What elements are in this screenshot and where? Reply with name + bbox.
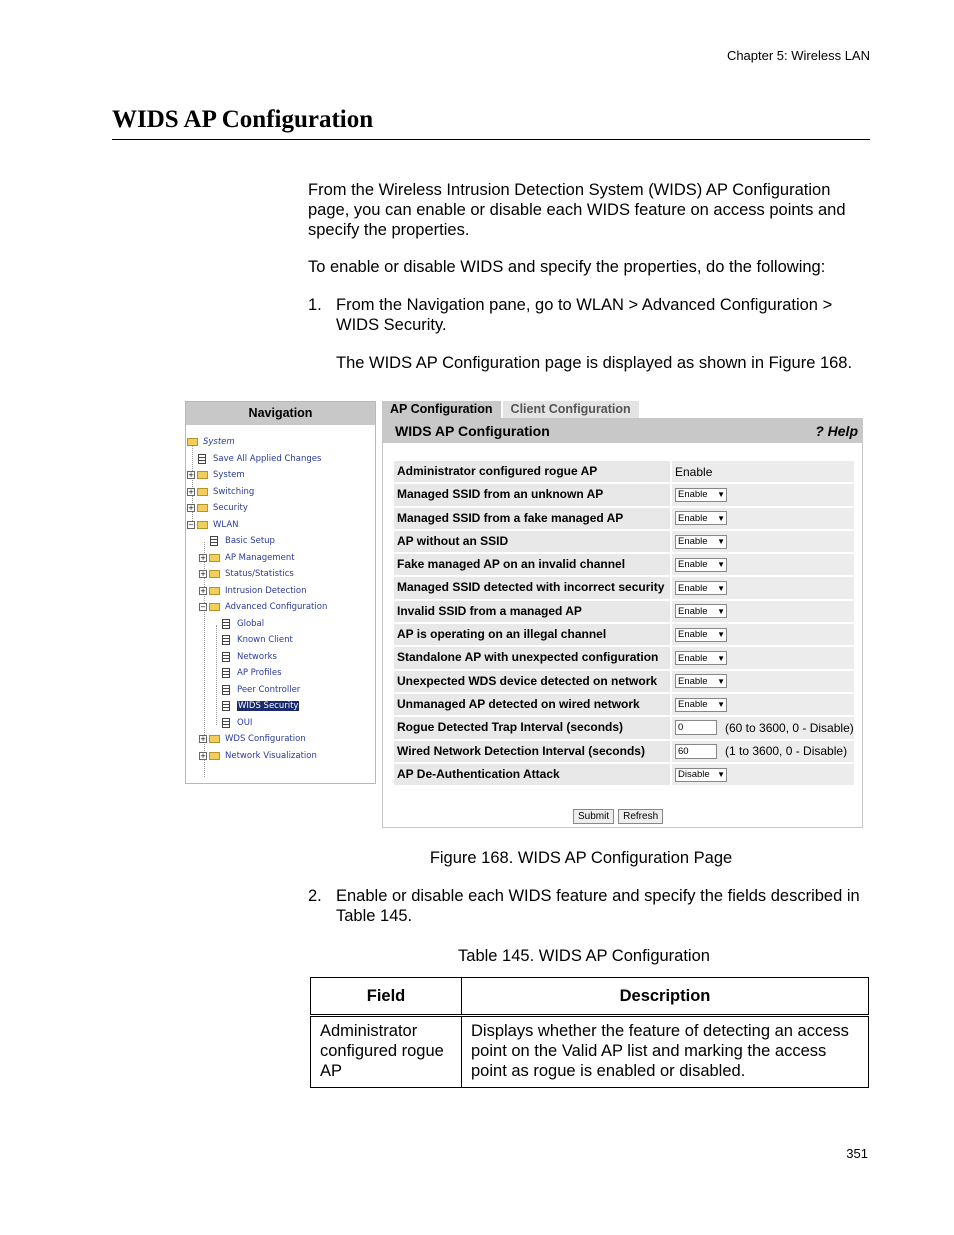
tree-item-status-statistics[interactable]: + Status/Statistics — [200, 569, 294, 579]
enable-select[interactable]: Enable ▼ — [675, 628, 727, 642]
chevron-down-icon: ▼ — [717, 653, 725, 663]
enable-select[interactable]: Enable ▼ — [675, 558, 727, 572]
config-row — [394, 508, 854, 531]
row-label: Managed SSID from an unknown AP — [394, 484, 670, 505]
submit-button[interactable]: Submit — [573, 809, 614, 824]
expand-icon[interactable]: + — [188, 471, 194, 479]
wired-detection-interval-input[interactable]: 60 — [675, 744, 717, 759]
folder-icon — [209, 570, 220, 578]
folder-icon — [209, 554, 220, 562]
page-icon — [222, 635, 230, 645]
row-value: Enable — [672, 461, 854, 482]
expand-icon[interactable]: + — [200, 752, 206, 760]
tree-item-global[interactable]: Global — [222, 617, 264, 631]
enable-select[interactable]: Enable ▼ — [675, 698, 727, 712]
column-header-field: Field — [311, 978, 462, 1016]
config-row — [394, 554, 854, 577]
tree-item-known-client[interactable]: Known Client — [222, 633, 293, 647]
field-description-table — [310, 977, 869, 1088]
chevron-down-icon: ▼ — [717, 513, 725, 523]
row-label: Unmanaged AP detected on wired network — [394, 694, 670, 715]
enable-select[interactable]: Enable ▼ — [675, 674, 727, 688]
expand-icon[interactable]: + — [200, 587, 206, 595]
row-label: AP without an SSID — [394, 531, 670, 552]
row-label: AP is operating on an illegal channel — [394, 624, 670, 645]
instruction-paragraph: To enable or disable WIDS and specify the properties, do the following: — [308, 258, 826, 276]
page-icon — [210, 536, 218, 546]
enable-select[interactable]: Enable ▼ — [675, 535, 727, 549]
column-header-description: Description — [462, 978, 869, 1016]
tree-item-networks[interactable]: Networks — [222, 650, 277, 664]
enable-select[interactable]: Enable ▼ — [675, 604, 727, 618]
table-caption: Table 145. WIDS AP Configuration — [458, 947, 710, 965]
tree-item-wds-configuration[interactable]: + WDS Configuration — [200, 734, 306, 744]
page-icon — [222, 619, 230, 629]
page-icon — [222, 718, 230, 728]
config-row — [394, 717, 854, 740]
button-group — [573, 809, 663, 824]
tree-item-security[interactable]: + Security — [188, 503, 248, 513]
tree-item-wlan[interactable]: − WLAN — [188, 520, 239, 530]
row-label: Unexpected WDS device detected on network — [394, 671, 670, 692]
description-cell: Displays whether the feature of detecting an access point on the Valid AP list and marking the access point as rogue is enabled or disabled. — [462, 1016, 869, 1088]
tab-ap-configuration[interactable]: AP Configuration — [382, 401, 501, 418]
chevron-down-icon: ▼ — [717, 606, 725, 616]
figure-screenshot — [185, 401, 865, 831]
table-row — [311, 1016, 869, 1088]
tab-bar — [382, 401, 641, 418]
folder-icon — [197, 488, 208, 496]
folder-icon — [209, 735, 220, 743]
config-row — [394, 741, 854, 764]
tree-item-basic-setup[interactable]: Basic Setup — [210, 534, 275, 548]
tree-item-system[interactable]: + System — [188, 470, 245, 480]
title-rule — [112, 139, 870, 140]
chevron-down-icon: ▼ — [717, 700, 725, 710]
row-label: AP De-Authentication Attack — [394, 764, 670, 785]
page-number: 351 — [846, 1146, 868, 1161]
step-number: 2. — [308, 887, 322, 905]
folder-icon — [209, 587, 220, 595]
chevron-down-icon: ▼ — [717, 676, 725, 686]
config-row — [394, 647, 854, 670]
expand-icon[interactable]: + — [188, 488, 194, 496]
config-row — [394, 601, 854, 624]
config-row — [394, 764, 854, 787]
tab-client-configuration[interactable]: Client Configuration — [503, 401, 639, 418]
config-row — [394, 461, 854, 484]
disable-select[interactable]: Disable ▼ — [675, 768, 727, 782]
section-title: WIDS AP Configuration — [112, 106, 374, 133]
range-hint: (1 to 3600, 0 - Disable) — [725, 744, 848, 759]
folder-open-icon — [187, 438, 198, 446]
table-header-row — [311, 978, 869, 1016]
chevron-down-icon: ▼ — [717, 560, 725, 570]
chevron-down-icon: ▼ — [717, 583, 725, 593]
row-label: Administrator configured rogue AP — [394, 461, 670, 482]
config-row — [394, 694, 854, 717]
tree-item-switching[interactable]: + Switching — [188, 487, 255, 497]
row-label: Managed SSID from a fake managed AP — [394, 508, 670, 529]
tree-item-network-visualization[interactable]: + Network Visualization — [200, 751, 317, 761]
step-text: From the Navigation pane, go to WLAN > Advanced Configuration > WIDS Security. — [336, 296, 833, 334]
navigation-pane — [185, 401, 376, 784]
step-text: Enable or disable each WIDS feature and specify the fields described in Table 145. — [336, 887, 860, 925]
step-1-note: The WIDS AP Configuration page is displayed as shown in Figure 168. — [336, 354, 853, 372]
expand-icon[interactable]: + — [188, 504, 194, 512]
field-cell: Administrator configured rogue AP — [311, 1016, 462, 1088]
config-row — [394, 624, 854, 647]
panel-title: WIDS AP Configuration — [395, 423, 550, 439]
row-label: Fake managed AP on an invalid channel — [394, 554, 670, 575]
folder-open-icon — [197, 521, 208, 529]
folder-icon — [209, 752, 220, 760]
tree-item-system-root[interactable]: System — [187, 435, 235, 449]
chevron-down-icon: ▼ — [717, 770, 725, 779]
refresh-button[interactable]: Refresh — [618, 809, 663, 824]
step-1 — [308, 295, 870, 335]
tree-item-wids-security[interactable]: WIDS Security — [222, 699, 299, 713]
row-label: Managed SSID detected with incorrect security — [394, 577, 670, 598]
enable-select[interactable]: Enable ▼ — [675, 511, 727, 525]
expand-icon[interactable]: + — [200, 554, 206, 562]
chevron-down-icon: ▼ — [717, 537, 725, 547]
step-2 — [308, 886, 870, 926]
panel-header — [383, 419, 862, 443]
tree-item-intrusion-detection[interactable]: + Intrusion Detection — [200, 586, 307, 596]
config-row — [394, 484, 854, 507]
config-panel — [382, 418, 863, 828]
collapse-icon[interactable]: − — [200, 603, 206, 611]
tree-item-peer-controller[interactable]: Peer Controller — [222, 683, 300, 697]
config-row — [394, 671, 854, 694]
page-icon — [222, 701, 230, 711]
folder-icon — [197, 504, 208, 512]
row-label: Wired Network Detection Interval (seconds) — [394, 741, 670, 762]
chevron-down-icon: ▼ — [717, 630, 725, 640]
figure-caption: Figure 168. WIDS AP Configuration Page — [429, 849, 733, 867]
intro-paragraph: From the Wireless Intrusion Detection System (WIDS) AP Configuration page, you can enable or disable each WIDS feature on access points and specify the properties. — [308, 181, 846, 239]
navigation-title: Navigation — [186, 402, 375, 425]
config-row — [394, 577, 854, 600]
chapter-header: Chapter 5: Wireless LAN — [726, 48, 870, 63]
row-label: Rogue Detected Trap Interval (seconds) — [394, 717, 670, 738]
row-label: Standalone AP with unexpected configuration — [394, 647, 670, 668]
expand-icon[interactable]: + — [200, 570, 206, 578]
enable-select[interactable]: Enable ▼ — [675, 581, 727, 595]
chevron-down-icon: ▼ — [717, 490, 725, 500]
row-label: Invalid SSID from a managed AP — [394, 601, 670, 622]
step-number: 1. — [308, 296, 322, 314]
folder-icon — [197, 471, 208, 479]
config-rows — [394, 461, 854, 787]
page-icon — [222, 685, 230, 695]
page-icon — [198, 454, 206, 464]
help-link[interactable]: ? Help — [815, 423, 858, 439]
expand-icon[interactable]: + — [200, 735, 206, 743]
page-icon — [222, 668, 230, 678]
enable-select[interactable]: Enable ▼ — [675, 651, 727, 665]
range-hint: (60 to 3600, 0 - Disable) — [725, 720, 854, 735]
tree-item-advanced-configuration[interactable]: − Advanced Configuration — [200, 602, 328, 612]
tree-item-ap-profiles[interactable]: AP Profiles — [222, 666, 282, 680]
folder-open-icon — [209, 603, 220, 611]
collapse-icon[interactable]: − — [188, 521, 194, 529]
page-icon — [222, 652, 230, 662]
enable-select[interactable]: Enable ▼ — [675, 488, 727, 502]
tree-item-ap-management[interactable]: + AP Management — [200, 553, 295, 563]
tree-item-oui[interactable]: OUI — [222, 716, 252, 730]
config-row — [394, 531, 854, 554]
trap-interval-input[interactable]: 0 — [675, 720, 717, 735]
tree-item-save-changes[interactable]: Save All Applied Changes — [198, 452, 321, 466]
